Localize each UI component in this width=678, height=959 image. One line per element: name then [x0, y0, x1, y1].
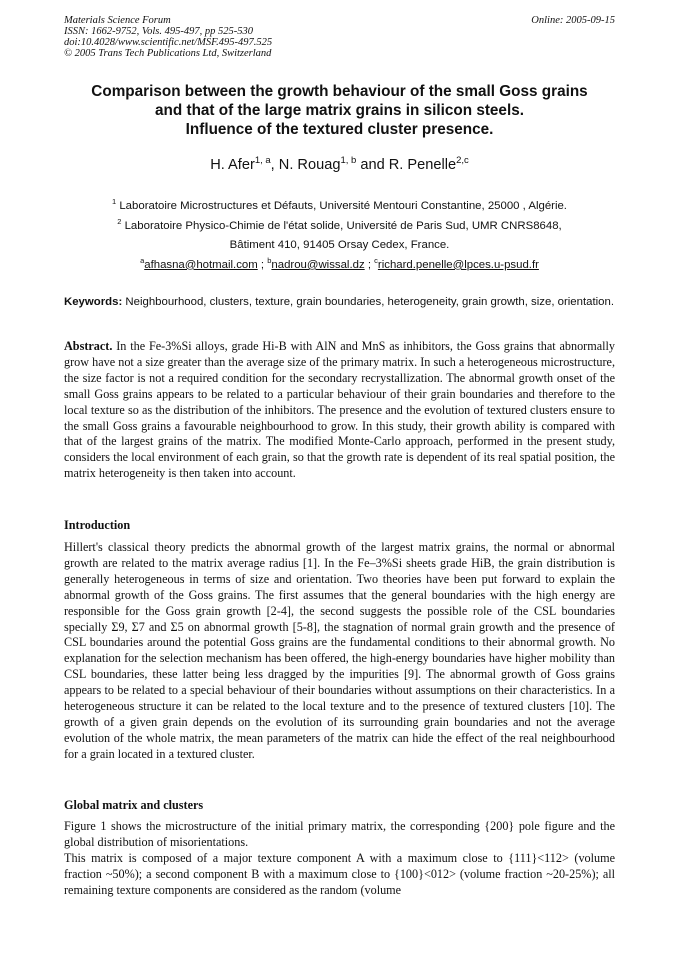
- author-name: H. Afer: [210, 157, 255, 173]
- journal-copyright: © 2005 Trans Tech Publications Ltd, Switzerland: [64, 48, 272, 59]
- global-paragraph-1: Figure 1 shows the microstructure of the initial primary matrix, the corresponding {200} pole figure and the global distribution of misorientations.: [64, 819, 615, 849]
- email-line: [64, 256, 615, 276]
- journal-issn: ISSN: 1662-9752, Vols. 495-497, pp 525-530: [64, 26, 253, 37]
- affiliation-2: [64, 217, 615, 237]
- abstract-text: In the Fe-3%Si alloys, grade Hi-B with AlN and MnS as inhibitors, the Goss grains that abnormally grow have not a size greater than the average size of the primary matrix. In such a heterogeneous microstructure, the size factor is not a required condition for the secondary recrystallization. The abnormal growth onset of the small Goss grains appears to be related to a particular behaviour of their grain boundaries and therefore to the local texture so as the distribution of the inhibitors. The presence and the evolution of textured clusters ensure to the small Goss grains a favourable neighbourhood to grow. In this study, their growth ability is compared with that of the largest grains of the matrix. The modified Monte-Carlo approach, performed in the present study, considers the local environment of each grain, so that the growth rate is dependent of its real spatial position, the matrix heterogeneity is then taken into account.: [64, 339, 615, 481]
- email-marker: c: [374, 255, 378, 265]
- journal-name: Materials Science Forum: [64, 15, 171, 26]
- author-affiliation-marker: 1, b: [340, 155, 357, 166]
- author-affiliation-marker: 2,c: [456, 155, 469, 166]
- keywords-label: Keywords:: [64, 296, 123, 308]
- keywords-text: Neighbourhood, clusters, texture, grain boundaries, heterogeneity, grain growth, size, orientation.: [122, 296, 615, 308]
- affiliation-text: Laboratoire Physico-Chimie de l'état solide, Université de Paris Sud, UMR CNRS8648,: [121, 219, 562, 232]
- affiliation-marker: 1: [112, 197, 117, 206]
- abstract: [64, 339, 615, 482]
- section-heading-global-matrix: Global matrix and clusters: [64, 798, 204, 812]
- email-link-c[interactable]: richard.penelle@lpces.u-psud.fr: [377, 258, 539, 271]
- journal-doi: doi:10.4028/www.scientific.net/MSF.495-497.525: [64, 37, 273, 48]
- email-separator: ;: [364, 258, 375, 271]
- affiliation-marker: 2: [117, 216, 122, 226]
- author-name: N. Rouag: [278, 157, 341, 173]
- author-name: R. Penelle: [388, 157, 457, 173]
- online-date: Online: 2005-09-15: [531, 15, 615, 26]
- introduction-paragraph: Hillert's classical theory predicts the abnormal growth of the largest matrix grains, the normal or abnormal growth are related to the matrix average radius [1]. In the Fe–3%Si sheets grade HiB, the grain distribution is generally heterogeneous in terms of size and orientation. Two theories have been put forward to explain the abnormal growth of the Goss grains. The first assumes that the general boundaries with the high energy are responsible for the Goss grain growth [2-4], the second suggests the possible role of the CSL boundaries specially Σ9, Σ7 and Σ5 on abnormal growth [5-8], the stagnation of normal grain growth and the presence of CSL boundaries around the potential Goss grains are the fundamental conditions to their abnormal growth. No explanation for the selection mechanism has been offered, the high-energy boundaries have higher mobility than CSL boundaries, these latter being less dragged by the impurities [9]. The abnormal growth of Goss grains appears to be related to a special behaviour of their boundaries without assumptions on their characteristics. In a heterogeneous structure it can be related to the local texture and to the presence of textured clusters [10]. The growth of a given grain depends on the evolution of its surrounding grain boundaries and not the average evolution of the whole matrix, the mean parameters of the matrix can hide the effect of the real neighbourhood for a grain located in a textured cluster.: [64, 540, 615, 761]
- affiliation-1: [64, 197, 615, 217]
- section-heading-introduction: Introduction: [64, 518, 131, 532]
- author-list: [64, 156, 615, 174]
- title-line: and that of the large matrix grains in silicon steels.: [155, 102, 524, 119]
- abstract-label: Abstract.: [64, 339, 113, 353]
- title-line: Influence of the textured cluster presence.: [185, 121, 494, 138]
- email-separator: ;: [257, 258, 268, 271]
- email-link-b[interactable]: nadrou@wissal.dz: [271, 258, 365, 271]
- author-affiliation-marker: 1, a: [254, 155, 271, 166]
- journal-info: [64, 15, 272, 59]
- affiliations: [64, 197, 615, 275]
- email-marker: b: [267, 255, 272, 265]
- email-link-a[interactable]: afhasna@hotmail.com: [144, 258, 258, 271]
- email-marker: a: [140, 255, 145, 265]
- global-paragraph-2: This matrix is composed of a major texture component A with a maximum close to {111}<112> (volume fraction ~50%); a second component B with a maximum close to {100}<012> (volume fraction ~20-25%); all remaining texture components are considered as the random (volume: [64, 851, 615, 897]
- author-separator: ,: [270, 157, 279, 173]
- title-line: Comparison between the growth behaviour of the small Goss grains: [91, 83, 588, 100]
- affiliation-2-address: Bâtiment 410, 91405 Orsay Cedex, France.: [229, 239, 450, 252]
- author-separator: and: [356, 157, 389, 173]
- paper-title: [64, 82, 615, 139]
- affiliation-text: Laboratoire Microstructures et Défauts, Université Mentouri Constantine, 25000 , Algérie.: [116, 200, 567, 212]
- keywords: [64, 295, 615, 309]
